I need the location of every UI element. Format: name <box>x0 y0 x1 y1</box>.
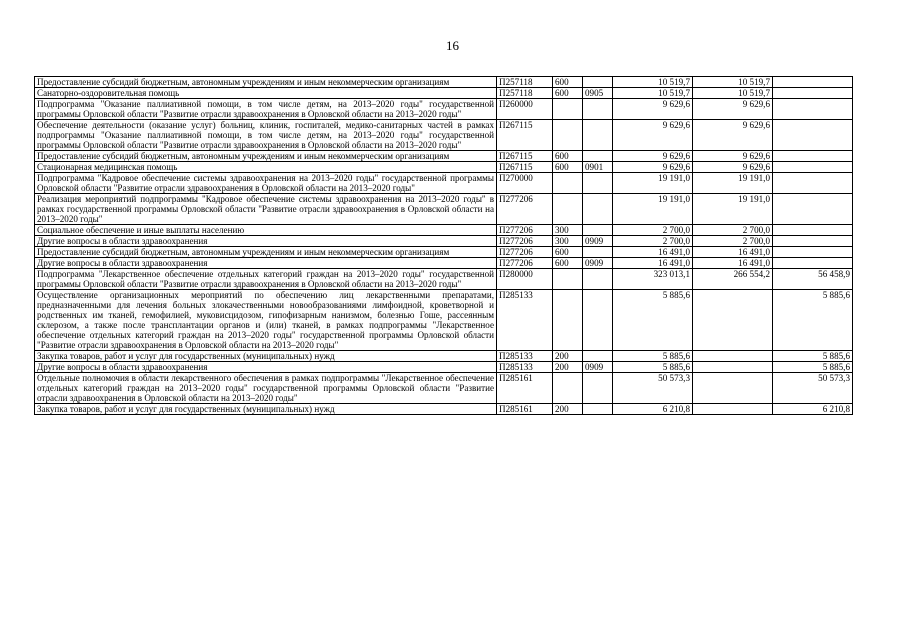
row-expense-type <box>553 120 583 151</box>
budget-table <box>34 76 853 415</box>
row-expense-type <box>553 99 583 120</box>
row-code: П280000 <box>497 269 553 290</box>
row-amount-federal <box>773 258 853 269</box>
row-code: П277206 <box>497 247 553 258</box>
row-name: Реализация мероприятий подпрограммы "Кадровое обеспечение системы здравоохранения на 2013–2020 годы" в рамках государственной программы Орловской области "Развитие отрасли здравоохранения в Орловской области на 2013–2020 годы" <box>35 194 497 225</box>
row-name: Стационарная медицинская помощь <box>35 162 497 173</box>
row-amount-regional <box>693 404 773 415</box>
row-amount-regional <box>693 290 773 351</box>
row-amount-federal: 5 885,6 <box>773 290 853 351</box>
row-section <box>583 120 613 151</box>
row-amount-total: 9 629,6 <box>613 120 693 151</box>
row-amount-federal <box>773 173 853 194</box>
row-code: П285161 <box>497 404 553 415</box>
row-expense-type: 600 <box>553 151 583 162</box>
row-section <box>583 99 613 120</box>
row-name: Осуществление организационных мероприятий по обеспечению лиц лекарственными препаратами, предназначенными для лечения больных злокачественными новообразованиями лимфоидной, кроветворной и родственных им тканей, гемофилией, муковисцидозом, гипофизарным нанизмом, болезнью Гоше, рассеянным склерозом, а также после трансплантации органов и (или) тканей, в рамках подпрограммы "Лекарственное обеспечение отдельных категорий граждан на 2013–2020 годы" государственной программы Орловской области "Развитие отрасли здравоохранения в Орловской области на 2013–2020 годы" <box>35 290 497 351</box>
row-code: П267115 <box>497 162 553 173</box>
row-amount-total: 5 885,6 <box>613 362 693 373</box>
table-row <box>35 162 853 173</box>
row-name: Другие вопросы в области здравоохранения <box>35 236 497 247</box>
row-code: П277206 <box>497 236 553 247</box>
row-amount-regional: 9 629,6 <box>693 151 773 162</box>
row-expense-type <box>553 290 583 351</box>
row-amount-total: 19 191,0 <box>613 194 693 225</box>
row-amount-regional: 2 700,0 <box>693 225 773 236</box>
table-row <box>35 351 853 362</box>
table-row <box>35 404 853 415</box>
table-row <box>35 120 853 151</box>
row-expense-type <box>553 269 583 290</box>
table-row <box>35 194 853 225</box>
row-code: П277206 <box>497 258 553 269</box>
table-row <box>35 151 853 162</box>
row-expense-type: 600 <box>553 258 583 269</box>
row-section <box>583 269 613 290</box>
row-amount-regional: 2 700,0 <box>693 236 773 247</box>
table-row <box>35 373 853 404</box>
row-expense-type: 200 <box>553 362 583 373</box>
row-amount-regional: 9 629,6 <box>693 99 773 120</box>
row-amount-federal <box>773 162 853 173</box>
row-amount-federal: 50 573,3 <box>773 373 853 404</box>
row-amount-regional: 10 519,7 <box>693 88 773 99</box>
row-name: Другие вопросы в области здравоохранения <box>35 362 497 373</box>
row-expense-type: 200 <box>553 351 583 362</box>
row-amount-federal <box>773 236 853 247</box>
row-amount-regional: 19 191,0 <box>693 173 773 194</box>
row-section: 0905 <box>583 88 613 99</box>
row-section <box>583 247 613 258</box>
row-amount-regional: 9 629,6 <box>693 162 773 173</box>
row-amount-federal <box>773 247 853 258</box>
row-section <box>583 351 613 362</box>
row-amount-total: 2 700,0 <box>613 225 693 236</box>
row-amount-regional: 16 491,0 <box>693 247 773 258</box>
row-name: Отдельные полномочия в области лекарственного обеспечения в рамках подпрограммы "Лекарственное обеспечение отдельных категорий граждан на 2013–2020 годы" государственной программы Орловской области "Развитие отрасли здравоохранения в Орловской области на 2013–2020 годы" <box>35 373 497 404</box>
row-expense-type: 600 <box>553 88 583 99</box>
row-amount-regional <box>693 362 773 373</box>
row-amount-federal: 5 885,6 <box>773 362 853 373</box>
row-expense-type <box>553 373 583 404</box>
table-row <box>35 290 853 351</box>
row-expense-type: 300 <box>553 236 583 247</box>
row-amount-regional: 16 491,0 <box>693 258 773 269</box>
table-row <box>35 362 853 373</box>
row-code: П277206 <box>497 225 553 236</box>
row-amount-total: 2 700,0 <box>613 236 693 247</box>
row-amount-total: 16 491,0 <box>613 258 693 269</box>
row-name: Подпрограмма "Кадровое обеспечение системы здравоохранения на 2013–2020 годы" государственной программы Орловской области "Развитие отрасли здравоохранения в Орловской области на 2013–2020 годы" <box>35 173 497 194</box>
row-amount-federal <box>773 99 853 120</box>
table-row <box>35 269 853 290</box>
row-code: П285161 <box>497 373 553 404</box>
row-name: Закупка товаров, работ и услуг для государственных (муниципальных) нужд <box>35 351 497 362</box>
table-row <box>35 236 853 247</box>
row-expense-type: 600 <box>553 247 583 258</box>
row-section: 0909 <box>583 258 613 269</box>
row-section: 0901 <box>583 162 613 173</box>
row-section <box>583 151 613 162</box>
row-code: П270000 <box>497 173 553 194</box>
row-amount-total: 9 629,6 <box>613 99 693 120</box>
row-amount-federal <box>773 151 853 162</box>
row-name: Предоставление субсидий бюджетным, автономным учреждениям и иным некоммерческим организациям <box>35 247 497 258</box>
row-amount-regional: 9 629,6 <box>693 120 773 151</box>
table-row <box>35 258 853 269</box>
row-amount-total: 10 519,7 <box>613 88 693 99</box>
row-amount-total: 9 629,6 <box>613 162 693 173</box>
row-code: П285133 <box>497 290 553 351</box>
row-expense-type: 300 <box>553 225 583 236</box>
table-row <box>35 99 853 120</box>
row-expense-type <box>553 194 583 225</box>
table-row <box>35 77 853 88</box>
row-section: 0909 <box>583 236 613 247</box>
row-amount-regional: 19 191,0 <box>693 194 773 225</box>
row-section <box>583 173 613 194</box>
row-code: П285133 <box>497 362 553 373</box>
row-section <box>583 77 613 88</box>
row-amount-total: 323 013,1 <box>613 269 693 290</box>
row-name: Предоставление субсидий бюджетным, автономным учреждениям и иным некоммерческим организациям <box>35 151 497 162</box>
row-amount-total: 6 210,8 <box>613 404 693 415</box>
row-code: П267115 <box>497 151 553 162</box>
row-amount-total: 9 629,6 <box>613 151 693 162</box>
row-amount-federal: 56 458,9 <box>773 269 853 290</box>
row-expense-type: 600 <box>553 162 583 173</box>
row-name: Санаторно-оздоровительная помощь <box>35 88 497 99</box>
table-row <box>35 225 853 236</box>
row-amount-federal <box>773 120 853 151</box>
row-name: Предоставление субсидий бюджетным, автономным учреждениям и иным некоммерческим организациям <box>35 77 497 88</box>
row-amount-federal: 5 885,6 <box>773 351 853 362</box>
row-amount-total: 5 885,6 <box>613 351 693 362</box>
row-amount-federal <box>773 88 853 99</box>
row-amount-total: 16 491,0 <box>613 247 693 258</box>
row-code: П277206 <box>497 194 553 225</box>
row-code: П257118 <box>497 77 553 88</box>
row-amount-federal <box>773 77 853 88</box>
row-name: Обеспечение деятельности (оказание услуг) больниц, клиник, госпиталей, медико-санитарных частей в рамках подпрограммы "Оказание паллиативной помощи, в том числе детям, на 2013–2020 годы" государственной программы Орловской области "Развитие отрасли здравоохранения в Орловской области на 2013–2020 годы" <box>35 120 497 151</box>
page-number: 16 <box>446 38 459 53</box>
row-amount-federal <box>773 225 853 236</box>
row-code: П267115 <box>497 120 553 151</box>
table-body <box>35 77 853 415</box>
row-amount-federal <box>773 194 853 225</box>
table-row <box>35 247 853 258</box>
row-name: Другие вопросы в области здравоохранения <box>35 258 497 269</box>
row-section: 0909 <box>583 362 613 373</box>
row-expense-type: 200 <box>553 404 583 415</box>
row-amount-regional: 10 519,7 <box>693 77 773 88</box>
row-section <box>583 373 613 404</box>
row-section <box>583 404 613 415</box>
row-name: Социальное обеспечение и иные выплаты населению <box>35 225 497 236</box>
row-amount-total: 10 519,7 <box>613 77 693 88</box>
row-code: П257118 <box>497 88 553 99</box>
row-section <box>583 225 613 236</box>
row-amount-regional: 266 554,2 <box>693 269 773 290</box>
row-amount-total: 19 191,0 <box>613 173 693 194</box>
row-name: Закупка товаров, работ и услуг для государственных (муниципальных) нужд <box>35 404 497 415</box>
row-amount-total: 5 885,6 <box>613 290 693 351</box>
table-row <box>35 173 853 194</box>
row-code: П285133 <box>497 351 553 362</box>
row-amount-regional <box>693 351 773 362</box>
row-amount-regional <box>693 373 773 404</box>
row-amount-federal: 6 210,8 <box>773 404 853 415</box>
row-amount-total: 50 573,3 <box>613 373 693 404</box>
row-expense-type: 600 <box>553 77 583 88</box>
row-name: Подпрограмма "Лекарственное обеспечение отдельных категорий граждан на 2013–2020 годы" государственной программы Орловской области "Развитие отрасли здравоохранения в Орловской области на 2013–2020 годы" <box>35 269 497 290</box>
table-row <box>35 88 853 99</box>
row-name: Подпрограмма "Оказание паллиативной помощи, в том числе детям, на 2013–2020 годы" государственной программы Орловской области "Развитие отрасли здравоохранения в Орловской области на 2013–2020 годы" <box>35 99 497 120</box>
row-section <box>583 194 613 225</box>
row-code: П260000 <box>497 99 553 120</box>
row-section <box>583 290 613 351</box>
row-expense-type <box>553 173 583 194</box>
